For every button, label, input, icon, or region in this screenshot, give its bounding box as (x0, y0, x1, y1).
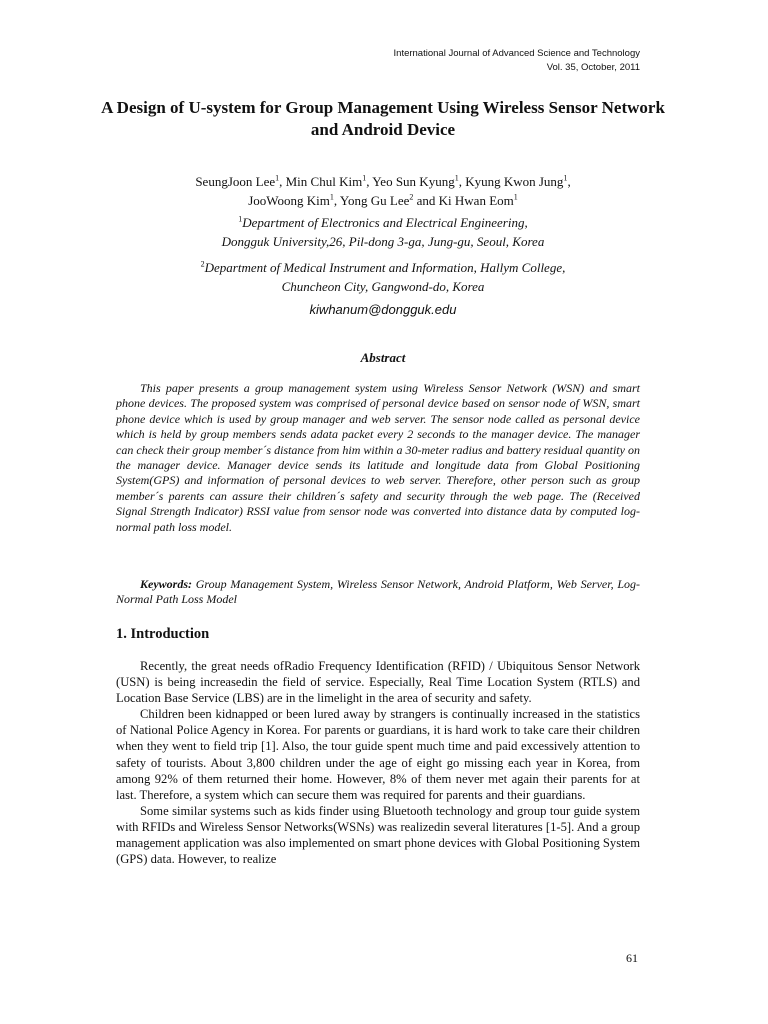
author-name: JooWoong Kim (248, 193, 330, 208)
introduction-body (116, 658, 640, 867)
page-number: 61 (626, 951, 638, 965)
paragraph: Children been kidnapped or been lured away by strangers is continually increased in the statistics of National Police Agency in Korea. For parents or guardians, it is hard work to take care their children when they went to field trip [1]. Also, the tour guide spent much time and paid excessively attention to safety of tourists. About 3,800 children under the age of eight go missing each year in Korea, from among 92% of them returned their home. However, 8% of them never met again their parents for at last. Therefore, a system which can secure them was required for parents and their guardians. (116, 707, 640, 802)
paper-title: A Design of U-system for Group Management Using Wireless Sensor Network and Android Device (101, 98, 665, 139)
author-separator: , (567, 174, 571, 189)
author-name: SeungJoon Lee (195, 174, 276, 189)
contact-email: kiwhanum@dongguk.edu (309, 302, 457, 317)
section-heading-introduction: 1. Introduction (116, 626, 210, 642)
affiliation-line: Dongguk University,26, Pil-dong 3-ga, Jung-gu, Seoul, Korea (221, 234, 545, 249)
author-separator: , (279, 174, 286, 189)
affiliation-mark: 1 (454, 173, 459, 183)
keywords-label: Keywords: (140, 577, 192, 591)
author-name: Yong Gu Lee (339, 193, 410, 208)
keywords (116, 577, 640, 608)
author-name: Yeo Sun Kyung (372, 174, 455, 189)
affiliation-line: Department of Electronics and Electrical Engineering, (242, 215, 528, 230)
journal-header (394, 47, 640, 75)
keywords-text: Group Management System, Wireless Sensor Network, Android Platform, Web Server, Log-Normal Path Loss Model (116, 577, 640, 607)
author-list (100, 172, 666, 210)
affiliation-1 (100, 213, 666, 251)
affiliation-mark: 1 (362, 173, 367, 183)
author-name: Kyung Kwon Jung (465, 174, 564, 189)
paragraph: Some similar systems such as kids finder using Bluetooth technology and group tour guide system with RFIDs and Wireless Sensor Networks(WSNs) was realizedin several literatures [1-5]. And a group management application was also implemented on smart phone devices with Global Positioning System (GPS) data. However, to realize (116, 803, 640, 867)
affiliation-mark: 2 (409, 192, 414, 202)
author-separator: , (458, 174, 466, 189)
author-name: Ki Hwan Eom (438, 193, 514, 208)
paragraph: Recently, the great needs ofRadio Frequency Identification (RFID) / Ubiquitous Sensor Network (USN) is being increasedin the field of service. Especially, Real Time Location System (RTLS) and Location Base Service (LBS) are in the limelight in the area of security and safety. (116, 659, 640, 706)
affiliation-2 (100, 258, 666, 296)
volume-info: Vol. 35, October, 2011 (546, 62, 640, 73)
affiliation-mark: 1 (275, 173, 280, 183)
affiliation-mark: 1 (238, 214, 243, 224)
author-name: Min Chul Kim (285, 174, 363, 189)
author-separator: , (333, 193, 340, 208)
abstract-text: This paper presents a group management system using Wireless Sensor Network (WSN) and smart phone devices. The proposed system was comprised of personal device based on sensor node of WSN, smart phone device which is used by group manager and web server. The sensor node called as personal device which is held by group members sends adata packet every 2 seconds to the manager device. The manager can check their group member´s distance from him within a 30-meter radius and battery residual quantity on the manager device. Manager device sends its latitude and longitude data from Global Positioning System(GPS) and information of personal devices to web server. Therefore, other person such as group member´s parents can assure their children´s safety and security through the web page. The (Received Signal Strength Indicator) RSSI value from sensor node was converted into distance data by computed log-normal path loss model. (116, 381, 640, 534)
affiliation-mark: 1 (329, 192, 334, 202)
author-separator: , (366, 174, 373, 189)
abstract-heading: Abstract (360, 350, 406, 365)
affiliation-line: Chuncheon City, Gangwond-do, Korea (281, 279, 485, 294)
journal-name: International Journal of Advanced Science and Technology (393, 48, 640, 59)
affiliation-line: Department of Medical Instrument and Information, Hallym College, (204, 260, 566, 275)
affiliation-mark: 1 (513, 192, 518, 202)
author-separator: and (413, 193, 439, 208)
affiliation-mark: 2 (200, 259, 205, 269)
affiliation-mark: 1 (563, 173, 568, 183)
